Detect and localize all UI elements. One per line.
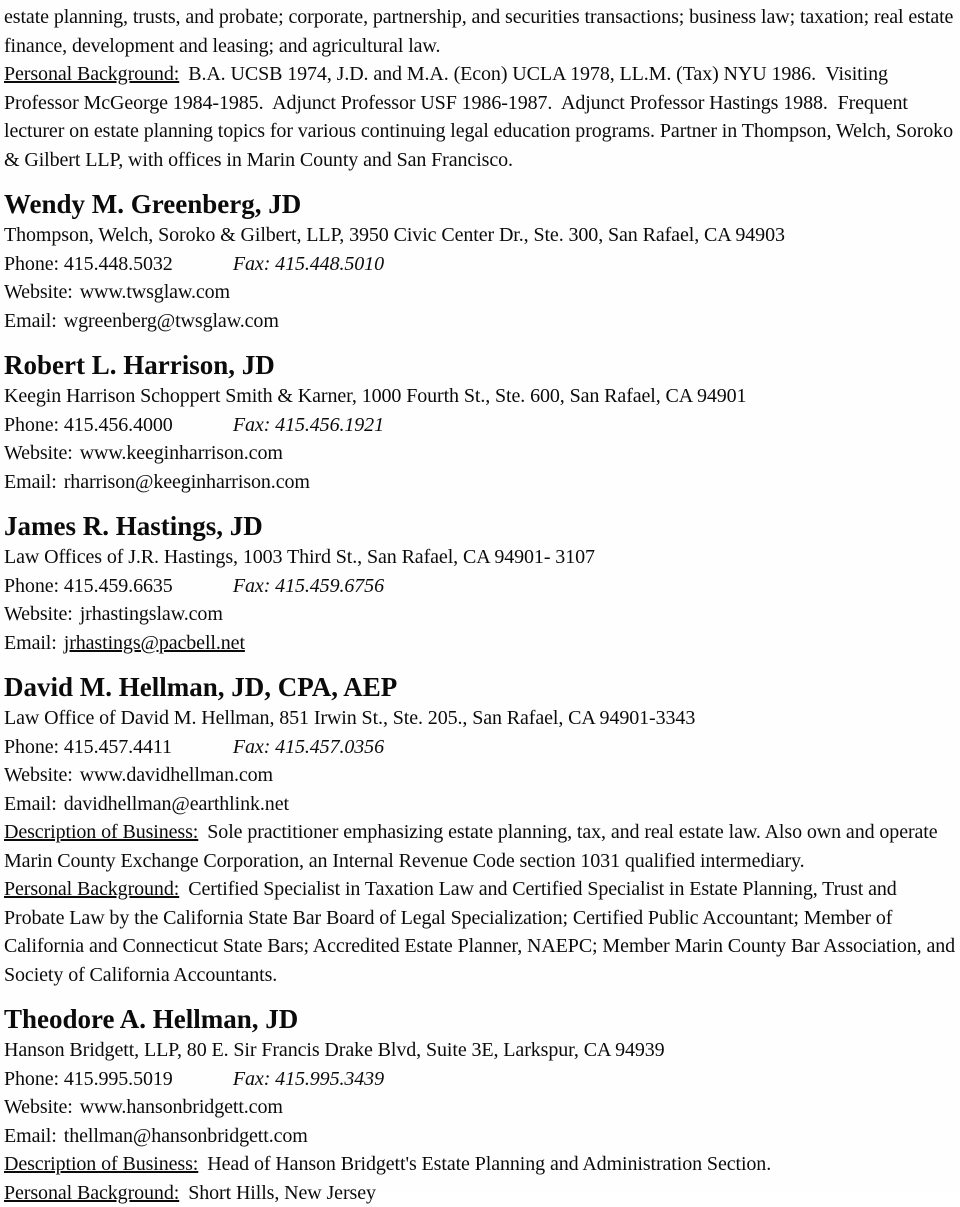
website-url: jrhastingslaw.com: [73, 603, 223, 625]
fax: [228, 253, 384, 275]
website-url: www.hansonbridgett.com: [73, 1096, 283, 1118]
description-label: Description of Business:: [4, 1153, 198, 1175]
fax-label: Fax:: [233, 414, 270, 436]
fax-label: Fax:: [233, 736, 270, 758]
description-label: Description of Business:: [4, 821, 198, 843]
fax: [228, 414, 384, 436]
phone: [4, 572, 228, 601]
email-line: [4, 790, 958, 819]
phone: [4, 1065, 228, 1094]
website-line: [4, 1093, 958, 1122]
email-label: Email:: [4, 632, 57, 654]
phone-fax-line: [4, 411, 958, 440]
personal-background-label: Personal Background:: [4, 63, 179, 85]
listing-entry-hellman-david: [4, 670, 958, 989]
phone-label: Phone:: [4, 575, 59, 597]
listing-entry-hastings: [4, 509, 958, 657]
phone-fax-line: [4, 733, 958, 762]
phone-number: 415.456.4000: [64, 414, 173, 436]
personal-background: [4, 1179, 958, 1207]
firm-address-line: Thompson, Welch, Soroko & Gilbert, LLP, 3950 Civic Center Dr., Ste. 300, San Rafael, CA 94903: [4, 221, 958, 250]
website-label: Website:: [4, 764, 73, 786]
firm-address-line: Keegin Harrison Schoppert Smith & Karner, 1000 Fourth St., Ste. 600, San Rafael, CA 94901: [4, 382, 958, 411]
email-label: Email:: [4, 1125, 57, 1147]
email-label: Email:: [4, 793, 57, 815]
attorney-name: Robert L. Harrison, JD: [4, 348, 958, 382]
website-label: Website:: [4, 603, 73, 625]
website-line: [4, 600, 958, 629]
attorney-name: Theodore A. Hellman, JD: [4, 1002, 958, 1036]
fax-label: Fax:: [233, 575, 270, 597]
phone-number: 415.448.5032: [64, 253, 173, 275]
email-address: wgreenberg@twsglaw.com: [57, 310, 279, 332]
fax: [228, 575, 384, 597]
phone: [4, 411, 228, 440]
continued-personal-background: [4, 60, 958, 174]
personal-background-text: Short Hills, New Jersey: [179, 1182, 376, 1204]
personal-background: [4, 875, 958, 989]
email-label: Email:: [4, 310, 57, 332]
description-text: Head of Hanson Bridgett's Estate Planning and Administration Section.: [198, 1153, 771, 1175]
personal-background-label: Personal Background:: [4, 878, 179, 900]
website-url: www.twsglaw.com: [73, 281, 230, 303]
phone-label: Phone:: [4, 1068, 59, 1090]
business-description: [4, 818, 958, 875]
email-line: [4, 307, 958, 336]
firm-address-line: Law Offices of J.R. Hastings, 1003 Third St., San Rafael, CA 94901- 3107: [4, 543, 958, 572]
email-label: Email:: [4, 471, 57, 493]
firm-address-line: Hanson Bridgett, LLP, 80 E. Sir Francis Drake Blvd, Suite 3E, Larkspur, CA 94939: [4, 1036, 958, 1065]
phone-number: 415.457.4411: [64, 736, 172, 758]
attorney-name: Wendy M. Greenberg, JD: [4, 187, 958, 221]
website-url: www.keeginharrison.com: [73, 442, 283, 464]
website-url: www.davidhellman.com: [73, 764, 273, 786]
fax-number: 415.459.6756: [275, 575, 384, 597]
website-label: Website:: [4, 281, 73, 303]
fax-label: Fax:: [233, 1068, 270, 1090]
email-line: [4, 629, 958, 658]
business-description: [4, 1150, 958, 1179]
phone-fax-line: [4, 250, 958, 279]
attorney-name: James R. Hastings, JD: [4, 509, 958, 543]
phone-label: Phone:: [4, 253, 59, 275]
fax-number: 415.448.5010: [275, 253, 384, 275]
email-link[interactable]: jrhastings@pacbell.net: [57, 632, 245, 654]
fax-number: 415.456.1921: [275, 414, 384, 436]
phone-number: 415.459.6635: [64, 575, 173, 597]
phone-label: Phone:: [4, 414, 59, 436]
fax: [228, 1068, 384, 1090]
firm-address-line: Law Office of David M. Hellman, 851 Irwin St., Ste. 205., San Rafael, CA 94901-3343: [4, 704, 958, 733]
phone: [4, 733, 228, 762]
website-line: [4, 439, 958, 468]
personal-background-label: Personal Background:: [4, 1182, 179, 1204]
email-address: thellman@hansonbridgett.com: [57, 1125, 308, 1147]
fax-number: 415.995.3439: [275, 1068, 384, 1090]
website-label: Website:: [4, 442, 73, 464]
email-line: [4, 1122, 958, 1151]
fax: [228, 736, 384, 758]
phone: [4, 250, 228, 279]
phone-fax-line: [4, 1065, 958, 1094]
fax-label: Fax:: [233, 253, 270, 275]
website-label: Website:: [4, 1096, 73, 1118]
phone-fax-line: [4, 572, 958, 601]
website-line: [4, 761, 958, 790]
listing-entry-greenberg: [4, 187, 958, 335]
personal-background-text: B.A. UCSB 1974, J.D. and M.A. (Econ) UCLA 1978, LL.M. (Tax) NYU 1986. Visiting Professor McGeorge 1984-1985. Adjunct Professor USF 1986-1987. Adjunct Professor Hastings 1988. Frequent lecturer on estate planning topics for various continuing legal education programs. Partner in Thompson, Welch, Soroko & Gilbert LLP, with offices in Marin County and San Francisco.: [4, 63, 958, 171]
listing-entry-hellman-theodore: [4, 1002, 958, 1207]
description-text: Sole practitioner emphasizing estate planning, tax, and real estate law. Also own and operate Marin County Exchange Corporation, an Internal Revenue Code section 1031 qualified intermediary.: [4, 821, 942, 872]
attorney-name: David M. Hellman, JD, CPA, AEP: [4, 670, 958, 704]
phone-number: 415.995.5019: [64, 1068, 173, 1090]
email-line: [4, 468, 958, 497]
email-address: davidhellman@earthlink.net: [57, 793, 289, 815]
personal-background-text: Certified Specialist in Taxation Law and Certified Specialist in Estate Planning, Trust and Probate Law by the California State Bar Board of Legal Specialization; Certified Public Accountant; Member of California and Connecticut State Bars; Accredited Estate Planner, NAEPC; Member Marin County Bar Association, and Society of California Accountants.: [4, 878, 960, 986]
website-line: [4, 278, 958, 307]
listing-entry-harrison: [4, 348, 958, 496]
fax-number: 415.457.0356: [275, 736, 384, 758]
phone-label: Phone:: [4, 736, 59, 758]
continued-practice-areas: estate planning, trusts, and probate; corporate, partnership, and securities transactions; business law; taxation; real estate finance, development and leasing; and agricultural law.: [4, 3, 958, 60]
email-address: rharrison@keeginharrison.com: [57, 471, 310, 493]
